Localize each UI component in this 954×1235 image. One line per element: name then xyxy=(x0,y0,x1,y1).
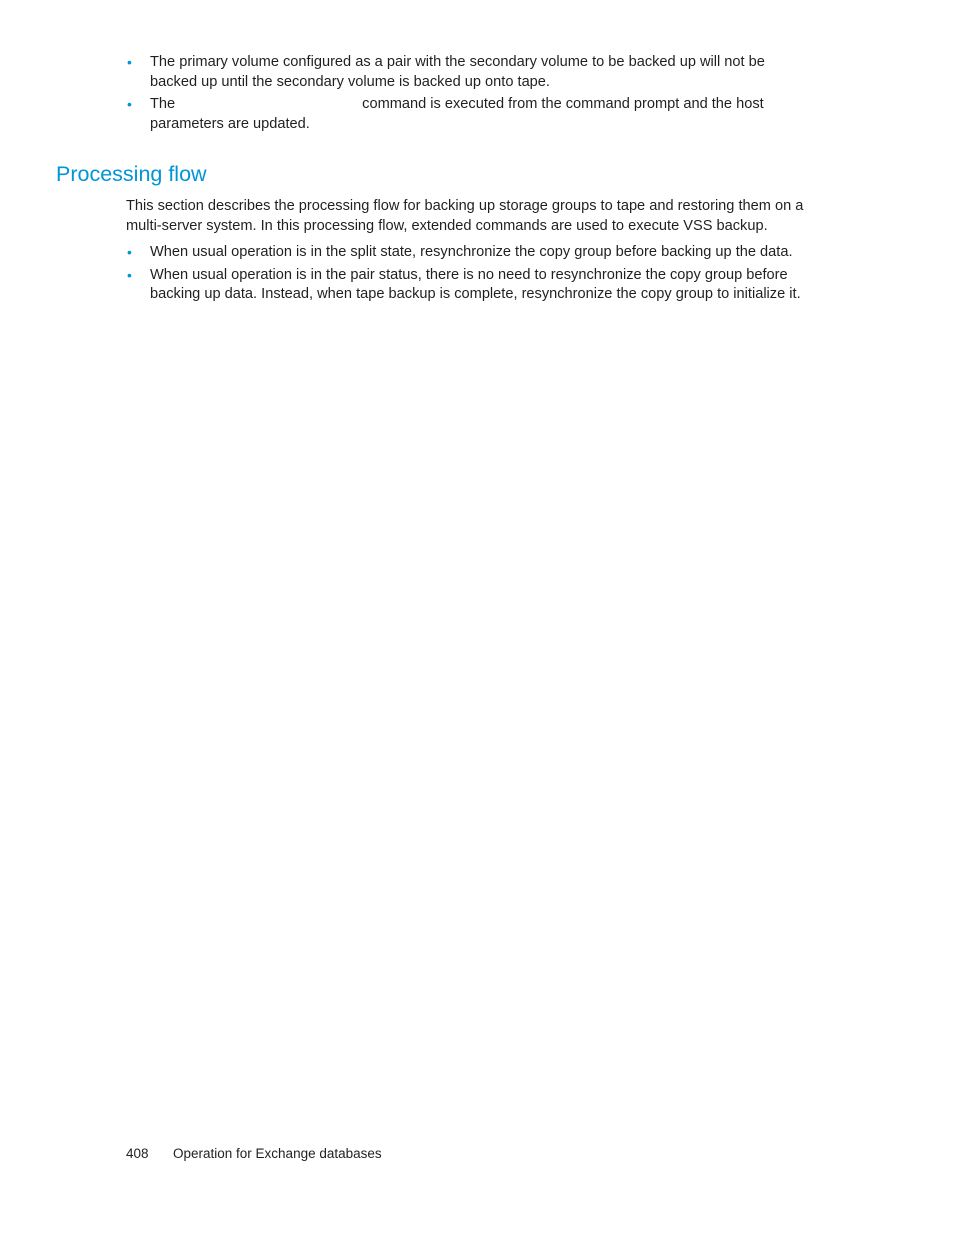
continued-bullet-list xyxy=(126,53,806,137)
list-item-text: When usual operation is in the split state, resynchronize the copy group before backing up the data. xyxy=(150,244,793,260)
list-item xyxy=(126,243,806,263)
bullet-icon: • xyxy=(127,54,132,70)
list-item-text: When usual operation is in the pair status, there is no need to resynchronize the copy group before backing up data. Instead, when tape backup is complete, resynchronize the copy group to initialize it. xyxy=(150,266,801,302)
section-heading: Processing flow xyxy=(56,162,207,186)
list-item-text: The primary volume configured as a pair with the secondary volume to be backed up will not be backed up until the secondary volume is backed up onto tape. xyxy=(150,54,765,90)
processing-flow-bullet-list xyxy=(126,243,806,308)
list-item xyxy=(126,266,806,305)
chapter-title: Operation for Exchange databases xyxy=(173,1146,382,1161)
page-footer xyxy=(126,1145,382,1163)
bullet-icon: • xyxy=(127,266,132,283)
list-item xyxy=(126,95,806,134)
list-item-text-start: The xyxy=(150,96,176,112)
list-item xyxy=(126,53,806,92)
bullet-icon: • xyxy=(127,96,132,112)
section-intro-paragraph: This section describes the processing flow for backing up storage groups to tape and restoring them on a multi-server system. In this processing flow, extended commands are used to execute VSS backup. xyxy=(126,198,804,234)
bullet-icon: • xyxy=(127,244,132,260)
page-number: 408 xyxy=(126,1146,149,1161)
list-item-text-end: command is executed from the command prompt and the host parameters are updated. xyxy=(150,96,764,132)
